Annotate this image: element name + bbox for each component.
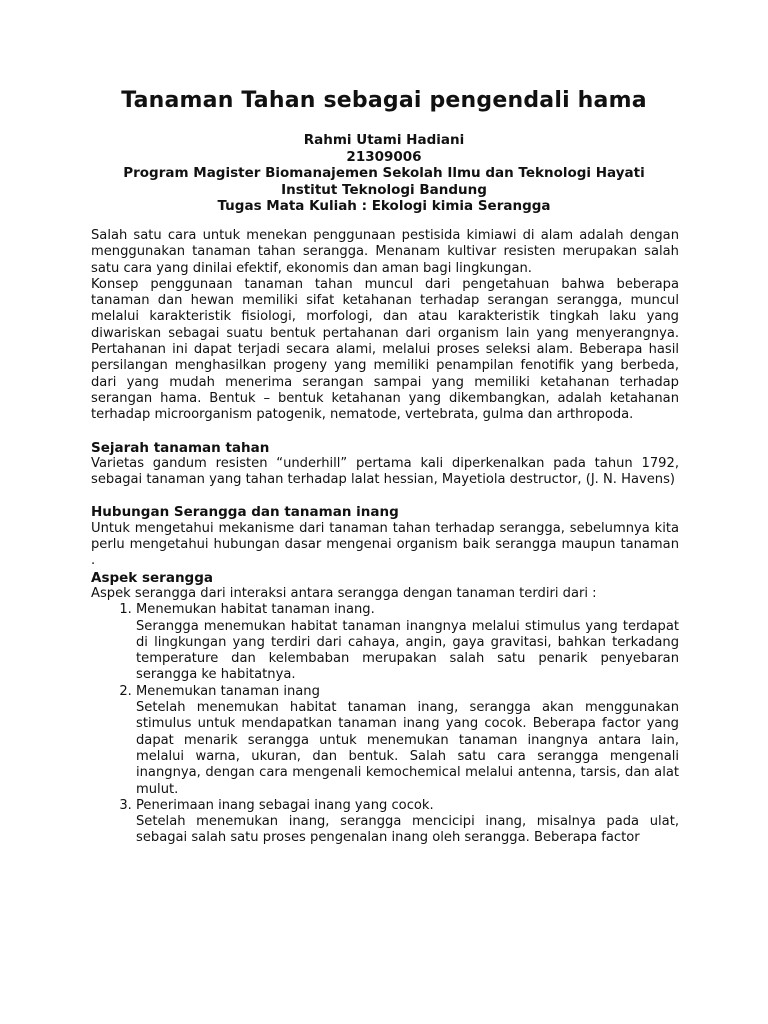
intro-paragraph-1: Salah satu cara untuk menekan penggunaan pestisida kimiawi di alam adalah dengan menggunakan tanaman tahan serangga. Menanam kultivar resisten merupakan salah satu cara yang dinilai efektif, ekonomis dan aman bagi lingkungan. [91, 228, 679, 276]
spacer [91, 424, 679, 440]
document-body [91, 228, 679, 847]
document-header [0, 132, 768, 215]
list-item-text: Setelah menemukan inang, serangga mencicipi inang, misalnya pada ulat, sebagai salah satu proses pengenalan inang oleh serangga. Beberapa factor [136, 814, 679, 846]
list-item-text: Setelah menemukan habitat tanaman inang, serangga akan menggunakan stimulus untuk mendapatkan tanaman inang yang cocok. Beberapa factor yang dapat menarik serangga untuk menemukan tanaman inangnya antara lain, melalui warna, ukuran, dan bentuk. Salah satu cara serangga mengenali inangnya, dengan cara mengenali kemochemical melalui antenna, tarsis, dan alat mulut. [136, 700, 679, 797]
section-history-heading: Sejarah tanaman tahan [91, 439, 270, 456]
list-item-title: 2. Menemukan tanaman inang [136, 683, 320, 699]
list-item-title: 1. Menemukan habitat tanaman inang. [136, 602, 375, 618]
program-name: Program Magister Biomanajemen Sekolah Ilmu dan Teknologi Hayati [123, 165, 645, 181]
intro-paragraph-2: Konsep penggunaan tanaman tahan muncul dari pengetahuan bahwa beberapa tanaman dan hewan memiliki sifat ketahanan terhadap serangan serangga, muncul melalui karakteristik fisiologi, morfologi, dan atau karakteristik tingkah laku yang diwariskan sebagai suatu bentuk pertahanan dari organism lain yang menyerangnya. Pertahanan ini dapat terjadi secara alami, melalui proses seleksi alam. Beberapa hasil persilangan menghasilkan progeny yang memiliki penampilan fenotifik yang berbeda, dari yang mudah menerima serangan sampai yang memiliki ketahanan terhadap serangan hama. Bentuk – bentuk ketahanan yang dikembangkan, adalah ketahanan terhadap microorganism patogenik, nematode, vertebrata, gulma dan arthropoda. [91, 276, 679, 423]
section-history-text: Varietas gandum resisten “underhill” pertama kali diperkenalkan pada tahun 1792, sebagai tanaman yang tahan terhadap lalat hessian, Mayetiola destructor, (J. N. Havens) [91, 455, 679, 488]
section-aspect-heading: Aspek serangga [91, 569, 213, 586]
section-relation-text: Untuk mengetahui mekanisme dari tanaman tahan terhadap serangga, sebelumnya kita perlu mengetahui hubungan dasar mengenai organism baik serangga maupun tanaman . [91, 520, 679, 569]
document-title: Tanaman Tahan sebagai pengendali hama [121, 88, 647, 113]
assignment-name: Tugas Mata Kuliah : Ekologi kimia Serangga [217, 198, 551, 214]
author-name: Rahmi Utami Hadiani [303, 132, 465, 148]
list-item [136, 798, 679, 847]
list-item [136, 684, 679, 798]
list-item-title: 3. Penerimaan inang sebagai inang yang cocok. [136, 797, 434, 813]
aspect-list [91, 602, 679, 846]
section-relation-heading: Hubungan Serangga dan tanaman inang [91, 504, 399, 521]
spacer [91, 488, 679, 504]
list-item-text: Serangga menemukan habitat tanaman inangnya melalui stimulus yang terdapat di lingkungan yang terdiri dari cahaya, angin, gaya gravitasi, bahkan terkadang temperature dan kelembaban merupakan salah satu penarik penyebaran serangga ke habitatnya. [136, 618, 679, 683]
section-aspect-intro: Aspek serangga dari interaksi antara serangga dengan tanaman terdiri dari : [91, 585, 597, 601]
institution-name: Institut Teknologi Bandung [281, 181, 487, 198]
student-id: 21309006 [346, 148, 422, 165]
list-item [136, 602, 679, 683]
